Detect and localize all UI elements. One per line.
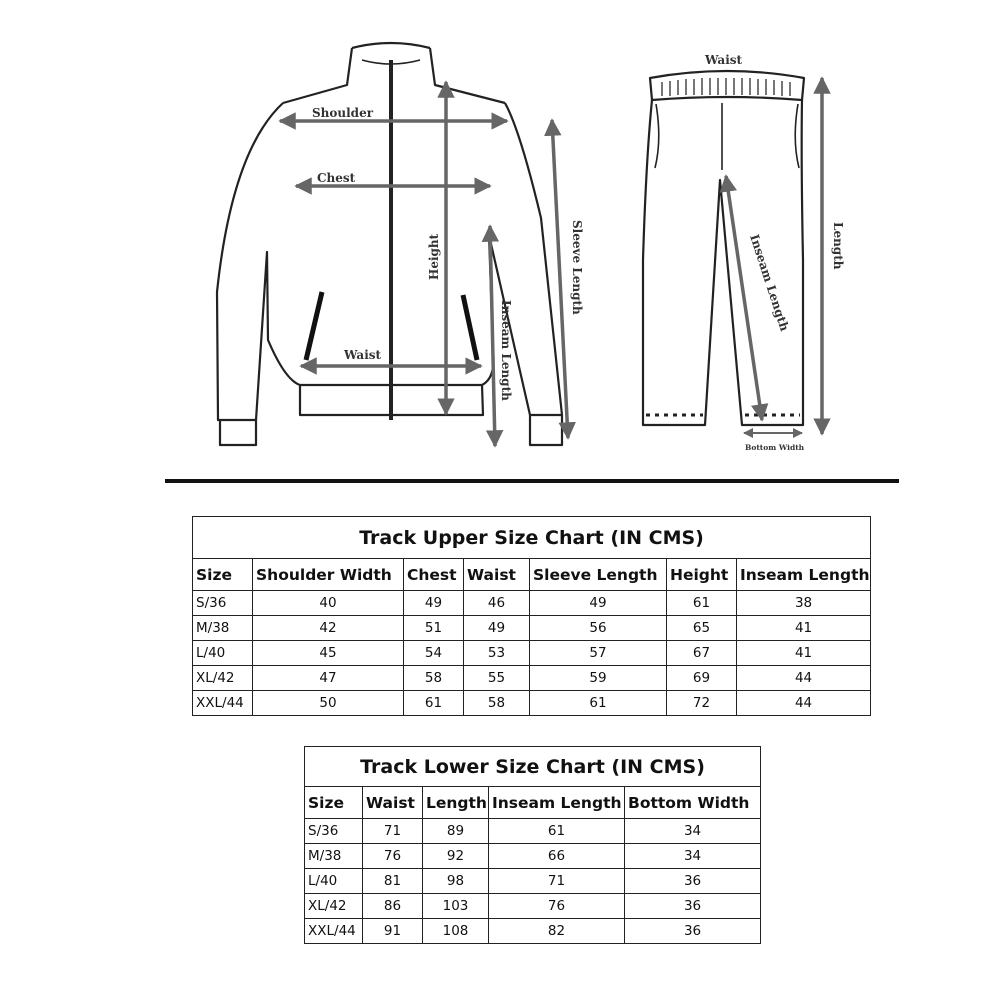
- upper-size-chart: [192, 516, 871, 716]
- table-cell: 41: [737, 641, 871, 666]
- lower-size-chart: [304, 746, 761, 944]
- table-cell: 54: [404, 641, 464, 666]
- table-cell: 92: [423, 844, 489, 869]
- column-header: Chest: [404, 559, 464, 591]
- table-cell: 38: [737, 591, 871, 616]
- bottom-width-label: Bottom Width: [745, 443, 805, 452]
- size-cell: S/36: [305, 819, 363, 844]
- table-cell: 34: [625, 819, 761, 844]
- table-cell: 44: [737, 666, 871, 691]
- size-cell: XXL/44: [305, 919, 363, 944]
- table-row: [193, 666, 871, 691]
- table-cell: 44: [737, 691, 871, 716]
- pants-waist-label: Waist: [705, 53, 743, 67]
- column-header: Size: [305, 787, 363, 819]
- lower-chart-title: Track Lower Size Chart (IN CMS): [305, 747, 761, 787]
- table-cell: 42: [253, 616, 404, 641]
- lower-chart-header-row: [305, 787, 761, 819]
- size-cell: L/40: [305, 869, 363, 894]
- height-label: Height: [427, 233, 441, 280]
- jacket-inseam-length-label: Inseam Length: [499, 300, 513, 401]
- table-cell: 57: [530, 641, 667, 666]
- table-cell: 103: [423, 894, 489, 919]
- table-cell: 69: [667, 666, 737, 691]
- sleeve-length-label: Sleeve Length: [570, 220, 584, 315]
- table-cell: 49: [530, 591, 667, 616]
- table-cell: 49: [464, 616, 530, 641]
- table-cell: 56: [530, 616, 667, 641]
- chest-label: Chest: [317, 171, 356, 185]
- table-cell: 67: [667, 641, 737, 666]
- table-cell: 61: [667, 591, 737, 616]
- table-cell: 76: [363, 844, 423, 869]
- table-cell: 98: [423, 869, 489, 894]
- table-cell: 47: [253, 666, 404, 691]
- table-cell: 36: [625, 894, 761, 919]
- table-cell: 36: [625, 919, 761, 944]
- shoulder-label: Shoulder: [312, 106, 374, 120]
- table-cell: 49: [404, 591, 464, 616]
- column-header: Sleeve Length: [530, 559, 667, 591]
- left-pocket: [306, 292, 322, 360]
- table-cell: 41: [737, 616, 871, 641]
- upper-chart-title: Track Upper Size Chart (IN CMS): [193, 517, 871, 559]
- table-cell: 58: [464, 691, 530, 716]
- table-cell: 76: [489, 894, 625, 919]
- upper-chart-header-row: [193, 559, 871, 591]
- table-cell: 61: [404, 691, 464, 716]
- size-cell: S/36: [193, 591, 253, 616]
- table-cell: 40: [253, 591, 404, 616]
- table-cell: 61: [530, 691, 667, 716]
- column-header: Length: [423, 787, 489, 819]
- jacket-waist-label: Waist: [344, 348, 382, 362]
- table-row: [305, 894, 761, 919]
- table-cell: 72: [667, 691, 737, 716]
- column-header: Inseam Length: [737, 559, 871, 591]
- table-cell: 108: [423, 919, 489, 944]
- column-header: Size: [193, 559, 253, 591]
- table-row: [193, 591, 871, 616]
- section-divider: [165, 479, 899, 483]
- column-header: Waist: [363, 787, 423, 819]
- table-row: [193, 616, 871, 641]
- table-row: [305, 869, 761, 894]
- size-cell: XXL/44: [193, 691, 253, 716]
- table-cell: 66: [489, 844, 625, 869]
- size-cell: M/38: [193, 616, 253, 641]
- pants-length-label: Length: [831, 222, 845, 270]
- column-header: Waist: [464, 559, 530, 591]
- table-cell: 58: [404, 666, 464, 691]
- table-row: [305, 819, 761, 844]
- size-cell: XL/42: [305, 894, 363, 919]
- table-cell: 51: [404, 616, 464, 641]
- table-cell: 89: [423, 819, 489, 844]
- table-cell: 45: [253, 641, 404, 666]
- column-header: Height: [667, 559, 737, 591]
- table-cell: 59: [530, 666, 667, 691]
- column-header: Bottom Width: [625, 787, 761, 819]
- table-cell: 53: [464, 641, 530, 666]
- table-cell: 82: [489, 919, 625, 944]
- table-cell: 65: [667, 616, 737, 641]
- table-cell: 34: [625, 844, 761, 869]
- pants-outline: [643, 71, 804, 425]
- table-row: [193, 691, 871, 716]
- table-cell: 55: [464, 666, 530, 691]
- size-cell: M/38: [305, 844, 363, 869]
- table-cell: 91: [363, 919, 423, 944]
- table-cell: 86: [363, 894, 423, 919]
- table-row: [305, 919, 761, 944]
- table-cell: 50: [253, 691, 404, 716]
- size-cell: XL/42: [193, 666, 253, 691]
- table-row: [305, 844, 761, 869]
- waistband-elastic: [662, 78, 790, 96]
- table-cell: 46: [464, 591, 530, 616]
- size-cell: L/40: [193, 641, 253, 666]
- table-cell: 71: [489, 869, 625, 894]
- table-cell: 36: [625, 869, 761, 894]
- column-header: Inseam Length: [489, 787, 625, 819]
- column-header: Shoulder Width: [253, 559, 404, 591]
- right-pocket: [463, 295, 477, 360]
- pants-inseam-length-label: Inseam Length: [747, 232, 792, 333]
- table-cell: 81: [363, 869, 423, 894]
- table-cell: 61: [489, 819, 625, 844]
- table-cell: 71: [363, 819, 423, 844]
- table-row: [193, 641, 871, 666]
